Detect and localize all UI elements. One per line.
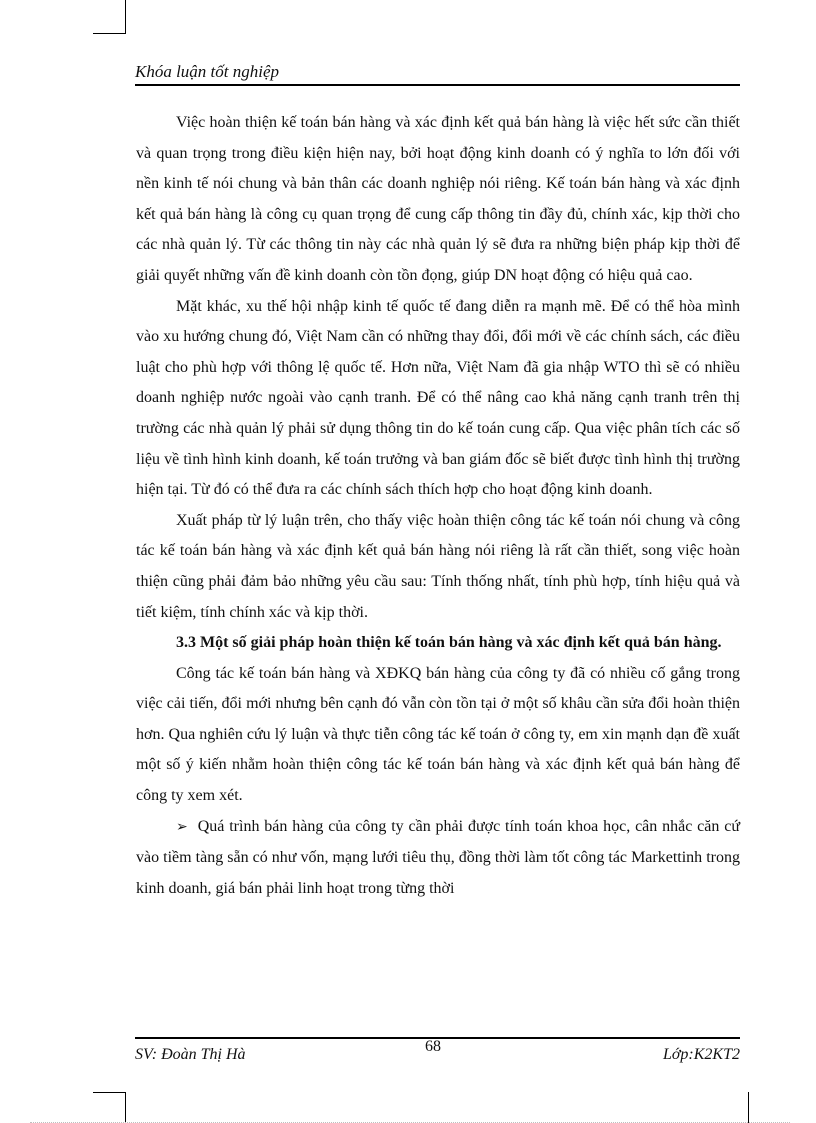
bullet-item: [136, 812, 740, 905]
crop-mark-bottom-right-vertical: [748, 1092, 749, 1123]
crop-mark-bottom-left-vertical: [125, 1092, 126, 1123]
body-paragraph-4: Công tác kế toán bán hàng và XĐKQ bán hàng của công ty đã có nhiều cố gắng trong việc cải tiến, đổi mới nhưng bên cạnh đó vẫn còn tồn tại ở một số khâu cần sửa đổi hoàn thiện hơn. Qua nghiên cứu lý luận và thực tiễn công tác kế toán ở công ty, em xin mạnh dạn đề xuất một số ý kiến nhằm hoàn thiện công tác kế toán bán hàng và xác định kết quả bán hàng để công ty xem xét.: [136, 664, 740, 805]
page-number: 68: [425, 1038, 441, 1055]
footer-class: Lớp:K2KT2: [662, 1046, 740, 1063]
body-paragraph-1: Việc hoàn thiện kế toán bán hàng và xác định kết quả bán hàng là việc hết sức cần thiết và quan trọng trong điều kiện hiện nay, bởi hoạt động kinh doanh có ý nghĩa to lớn đối với nền kinh tế nói chung và bản thân các doanh nghiệp nói riêng. Kế toán bán hàng và xác định kết quả bán hàng là công cụ quan trọng để cung cấp thông tin đầy đủ, chính xác, kịp thời cho các nhà quản lý. Từ các thông tin này các nhà quản lý sẽ đưa ra những biện pháp kịp thời để giải quyết những vấn đề kinh doanh còn tồn đọng, giúp DN hoạt động có hiệu quả cao.: [136, 114, 740, 284]
footer-student-name: SV: Đoàn Thị Hà: [135, 1046, 246, 1063]
page-footer: [135, 1037, 740, 1067]
bullet-item-text: Quá trình bán hàng của công ty cần phải được tính toán khoa học, cân nhắc căn cứ vào tiềm tàng sẵn có như vốn, mạng lưới tiêu thụ, đồng thời làm tốt công tác Markettinh trong kinh doanh, giá bán phải linh hoạt trong từng thời: [136, 817, 740, 897]
header-title: Khóa luận tốt nghiệp: [135, 62, 280, 81]
arrow-bullet-icon: ➢: [176, 819, 188, 835]
page-header: [135, 60, 740, 86]
crop-mark-bottom-left-horizontal: [93, 1092, 126, 1093]
crop-mark-top-left-vertical: [125, 0, 126, 33]
page-body: [136, 108, 740, 904]
section-heading: 3.3 Một số giải pháp hoàn thiện kế toán bán hàng và xác định kết quả bán hàng.: [176, 634, 722, 652]
body-paragraph-3: Xuất pháp từ lý luận trên, cho thấy việc hoàn thiện công tác kế toán nói chung và công tác kế toán bán hàng và xác định kết quả bán hàng nói riêng là rất cần thiết, song việc hoàn thiện cũng phải đảm bảo những yêu cầu sau: Tính thống nhất, tính phù hợp, tính hiệu quả và tiết kiệm, tính chính xác và kịp thời.: [136, 511, 740, 621]
crop-mark-top-left-horizontal: [93, 33, 126, 34]
body-paragraph-2: Mặt khác, xu thế hội nhập kinh tế quốc tế đang diễn ra mạnh mẽ. Để có thể hòa mình vào xu hướng chung đó, Việt Nam cần có những thay đổi, đổi mới về các chính sách, các điều luật cho phù hợp với thông lệ quốc tế. Hơn nữa, Việt Nam đã gia nhập WTO thì sẽ có nhiều doanh nghiệp nước ngoài vào cạnh tranh. Để có thể nâng cao khả năng cạnh tranh trên thị trường các nhà quản lý phải sử dụng thông tin do kế toán cung cấp. Qua việc phân tích các số liệu về tình hình kinh doanh, kế toán trưởng và ban giám đốc sẽ biết được tình hình thị trường hiện tại. Từ đó có thể đưa ra các chính sách thích hợp cho hoạt động kinh doanh.: [136, 297, 740, 499]
